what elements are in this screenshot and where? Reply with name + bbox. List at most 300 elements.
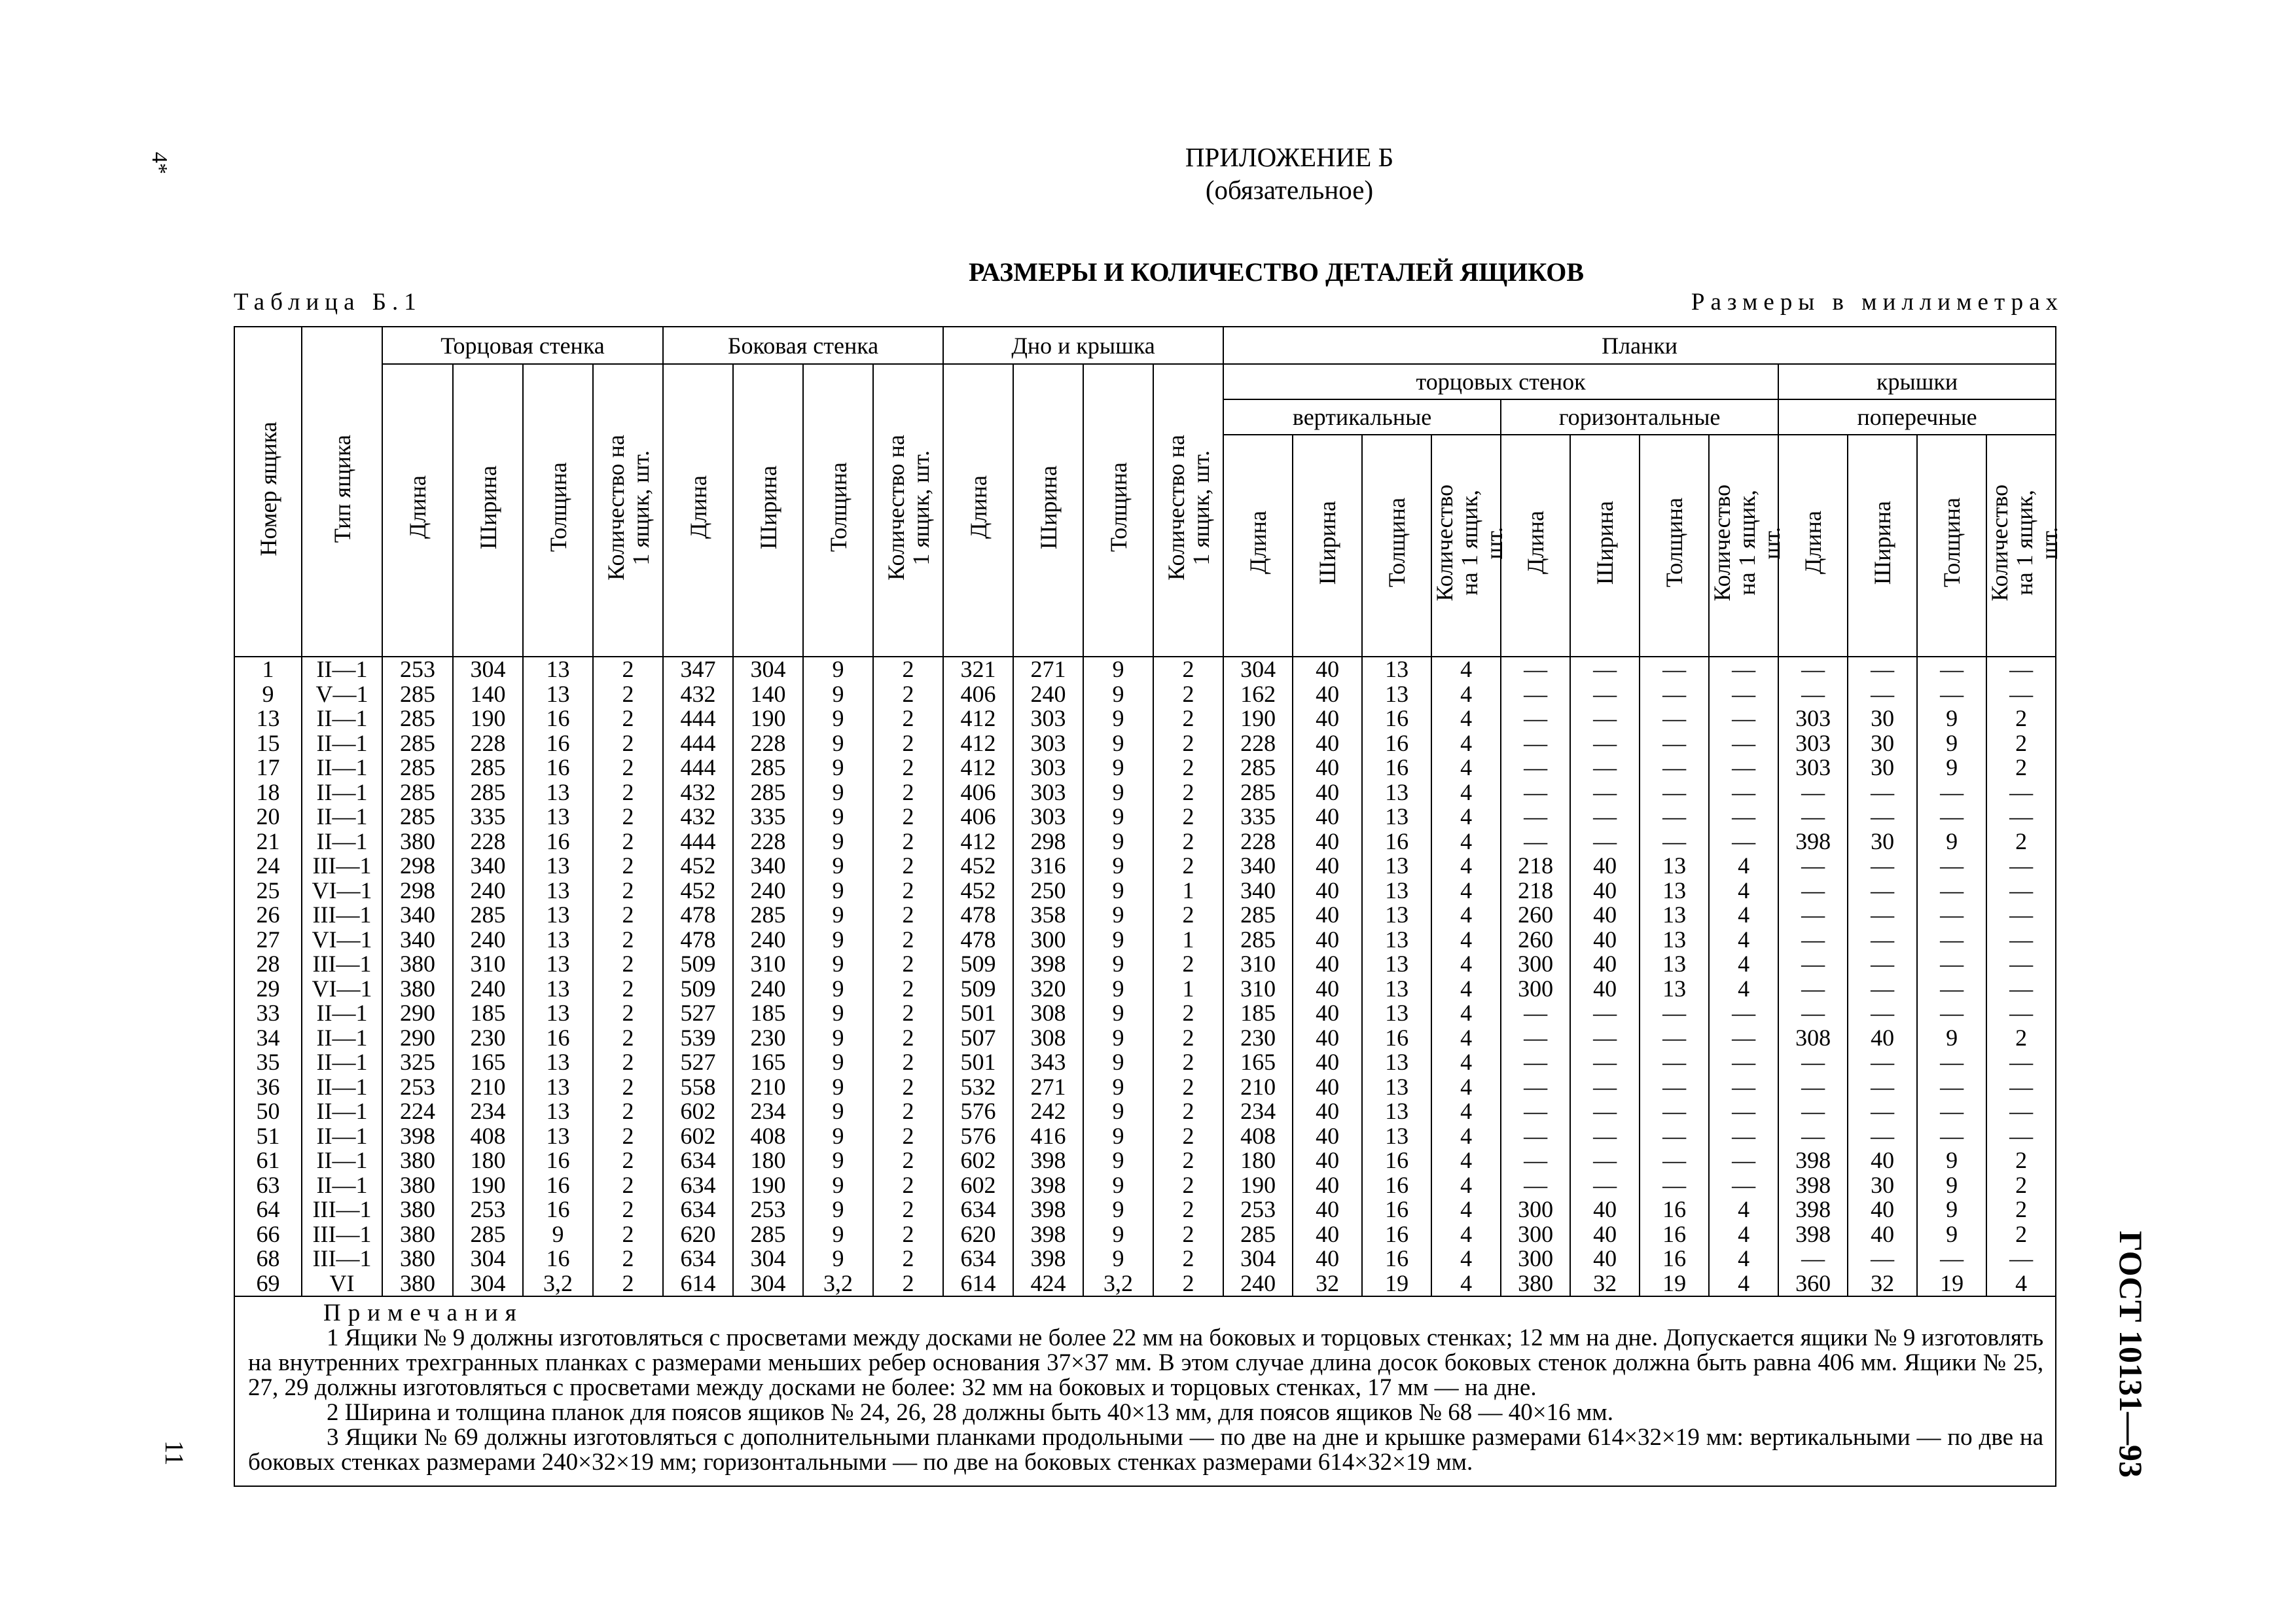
table-cell: 162 xyxy=(1240,680,1276,707)
table-cell: — xyxy=(1593,705,1617,731)
header-horiz-thickness: Толщина xyxy=(1640,435,1709,657)
table-cell: 9 xyxy=(832,1196,844,1222)
table-cell: 285 xyxy=(750,1220,786,1247)
table-cell: 13 xyxy=(256,705,280,731)
table-cell: 614 xyxy=(960,1269,996,1296)
table-cell: 36 xyxy=(256,1073,280,1100)
table-cell: 432 xyxy=(680,778,716,805)
header-horiz-qty: Количество на 1 ящик, шт. xyxy=(1709,435,1778,657)
header-end-length: Длина xyxy=(382,364,453,657)
table-cell: 9 xyxy=(832,656,844,682)
table-cell: — xyxy=(1524,1122,1548,1149)
page-number: 11 xyxy=(160,1440,189,1466)
table-cell: — xyxy=(1801,1245,1825,1271)
table-cell: — xyxy=(2009,1073,2034,1100)
table-cell: — xyxy=(1593,1147,1617,1173)
table-cell: 9 xyxy=(1112,1024,1124,1051)
table-cell: 13 xyxy=(1662,975,1687,1002)
table-cell: 13 xyxy=(546,1122,570,1149)
table-cell: 308 xyxy=(1030,1024,1066,1051)
table-cell: 69 xyxy=(256,1269,280,1296)
table-cell: — xyxy=(1732,778,1756,805)
table-cell: 4 xyxy=(1460,1171,1473,1198)
table-cell: II—1 xyxy=(316,1122,368,1149)
table-cell: 40 xyxy=(1316,729,1340,756)
table-cell: 30 xyxy=(1871,729,1895,756)
table-cell: 16 xyxy=(546,1171,570,1198)
table-cell: 240 xyxy=(1030,680,1066,707)
table-cell: — xyxy=(2009,902,2034,928)
table-cell: 9 xyxy=(832,828,844,854)
table-cell: 40 xyxy=(1593,1220,1617,1247)
table-cell: — xyxy=(1940,852,1964,879)
table-cell: 13 xyxy=(546,778,570,805)
table-cell: — xyxy=(2009,680,2034,707)
table-cell: 40 xyxy=(1316,852,1340,879)
table-cell: — xyxy=(1940,877,1964,903)
table-cell: 304 xyxy=(470,656,506,682)
table-cell: 13 xyxy=(546,975,570,1002)
table-cell: 2 xyxy=(2015,754,2028,780)
table-cell: 478 xyxy=(960,926,996,953)
table-cell: III—1 xyxy=(312,1220,372,1247)
table-cell: 13 xyxy=(546,877,570,903)
table-cell: 380 xyxy=(400,1147,435,1173)
table-cell: 634 xyxy=(960,1196,996,1222)
table-cell: 180 xyxy=(470,1147,506,1173)
data-column-2 xyxy=(382,657,453,1296)
table-cell: 360 xyxy=(1795,1269,1831,1296)
table-cell: 17 xyxy=(256,754,280,780)
table-cell: 303 xyxy=(1795,754,1831,780)
table-cell: — xyxy=(1940,1049,1964,1075)
table-cell: 13 xyxy=(546,852,570,879)
table-cell: 13 xyxy=(1385,656,1409,682)
table-cell: 228 xyxy=(750,828,786,854)
table-cell: II—1 xyxy=(316,754,368,780)
table-cell: 308 xyxy=(1795,1024,1831,1051)
table-cell: 30 xyxy=(1871,828,1895,854)
table-cell: 4 xyxy=(1460,926,1473,953)
table-cell: 4 xyxy=(1738,877,1750,903)
table-cell: 185 xyxy=(470,1000,506,1026)
table-cell: 298 xyxy=(400,877,435,903)
data-column-10 xyxy=(943,657,1013,1296)
table-cell: 9 xyxy=(1112,902,1124,928)
table-cell: 40 xyxy=(1316,1147,1340,1173)
table-cell: 478 xyxy=(960,902,996,928)
table-cell: 4 xyxy=(1738,852,1750,879)
table-cell: 340 xyxy=(750,852,786,879)
table-cell: 2 xyxy=(2015,1024,2028,1051)
table-cell: — xyxy=(1871,1000,1895,1026)
table-cell: 310 xyxy=(470,951,506,977)
notes-block xyxy=(234,1296,2056,1486)
table-cell: — xyxy=(1524,754,1548,780)
table-cell: — xyxy=(1801,778,1825,805)
table-cell: — xyxy=(1524,1000,1548,1026)
table-cell: 240 xyxy=(470,926,506,953)
table-cell: 40 xyxy=(1316,1245,1340,1271)
table-cell: 2 xyxy=(1182,729,1194,756)
table-cell: 9 xyxy=(832,705,844,731)
table-cell: — xyxy=(1524,705,1548,731)
table-cell: 2 xyxy=(902,778,914,805)
table-cell: 285 xyxy=(400,778,435,805)
table-cell: 2 xyxy=(902,1147,914,1173)
table-cell: 9 xyxy=(1946,705,1958,731)
table-cell: 40 xyxy=(1593,975,1617,1002)
data-column-11 xyxy=(1013,657,1083,1296)
table-cell: 398 xyxy=(1795,1196,1831,1222)
table-cell: 35 xyxy=(256,1049,280,1075)
table-cell: 285 xyxy=(1240,902,1276,928)
table-cell: 9 xyxy=(832,803,844,830)
table-cell: 16 xyxy=(1385,1024,1409,1051)
table-cell: — xyxy=(1871,1073,1895,1100)
table-cell: 16 xyxy=(1385,1245,1409,1271)
table-cell: 13 xyxy=(546,1098,570,1124)
table-cell: 285 xyxy=(1240,926,1276,953)
table-cell: 444 xyxy=(680,705,716,731)
table-cell: 13 xyxy=(1385,926,1409,953)
header-box-number: Номер ящика xyxy=(234,327,302,657)
table-cell: 558 xyxy=(680,1073,716,1100)
table-cell: 2 xyxy=(902,803,914,830)
table-cell: 501 xyxy=(960,1049,996,1075)
table-cell: — xyxy=(1801,926,1825,953)
table-cell: 240 xyxy=(470,975,506,1002)
table-cell: — xyxy=(2009,1122,2034,1149)
table-cell: 240 xyxy=(750,877,786,903)
table-cell: 9 xyxy=(832,1024,844,1051)
table-cell: 4 xyxy=(1460,975,1473,1002)
table-cell: 304 xyxy=(470,1269,506,1296)
table-cell: 30 xyxy=(1871,1171,1895,1198)
table-cell: 9 xyxy=(1112,1196,1124,1222)
table-cell: 634 xyxy=(680,1245,716,1271)
table-cell: 398 xyxy=(1030,1171,1066,1198)
table-cell: — xyxy=(1662,803,1687,830)
table-cell: 40 xyxy=(1593,926,1617,953)
table-cell: 2 xyxy=(902,975,914,1002)
table-cell: 398 xyxy=(1030,1147,1066,1173)
table-cell: II—1 xyxy=(316,1049,368,1075)
table-cell: 300 xyxy=(1518,951,1554,977)
table-cell: 9 xyxy=(1946,1220,1958,1247)
table-cell: 4 xyxy=(1460,1147,1473,1173)
table-cell: 398 xyxy=(1795,828,1831,854)
table-cell: 9 xyxy=(1112,1147,1124,1173)
table-cell: 13 xyxy=(546,1049,570,1075)
header-side-width: Ширина xyxy=(733,364,803,657)
table-cell: 340 xyxy=(1240,877,1276,903)
table-cell: 4 xyxy=(1460,754,1473,780)
table-cell: — xyxy=(1732,729,1756,756)
table-cell: 190 xyxy=(470,1171,506,1198)
table-cell: 4 xyxy=(1738,1269,1750,1296)
table-cell: 4 xyxy=(1460,902,1473,928)
table-cell: 408 xyxy=(750,1122,786,1149)
table-cell: 40 xyxy=(1316,1049,1340,1075)
table-cell: 9 xyxy=(832,1098,844,1124)
table-cell: — xyxy=(1940,1000,1964,1026)
table-cell: 634 xyxy=(680,1196,716,1222)
table-cell: 303 xyxy=(1030,754,1066,780)
table-cell: 3,2 xyxy=(823,1269,853,1296)
table-cell: 2 xyxy=(622,877,634,903)
table-cell: 16 xyxy=(1662,1245,1687,1271)
table-cell: 16 xyxy=(546,729,570,756)
notes-title: Примечания xyxy=(323,1300,524,1326)
table-cell: — xyxy=(1871,1098,1895,1124)
table-cell: 250 xyxy=(1030,877,1066,903)
table-cell: 40 xyxy=(1593,902,1617,928)
table-cell: 2 xyxy=(902,902,914,928)
table-cell: III—1 xyxy=(312,902,372,928)
table-cell: 234 xyxy=(1240,1098,1276,1124)
table-cell: — xyxy=(1940,1098,1964,1124)
table-cell: 9 xyxy=(1112,975,1124,1002)
table-cell: 2 xyxy=(1182,902,1194,928)
table-cell: 285 xyxy=(750,902,786,928)
table-cell: 210 xyxy=(470,1073,506,1100)
table-cell: 9 xyxy=(832,680,844,707)
table-cell: 634 xyxy=(680,1147,716,1173)
table-cell: 9 xyxy=(1112,680,1124,707)
table-cell: 4 xyxy=(1460,951,1473,977)
table-cell: 2 xyxy=(902,1196,914,1222)
table-cell: 310 xyxy=(1240,951,1276,977)
table-cell: 2 xyxy=(902,1245,914,1271)
table-cell: 50 xyxy=(256,1098,280,1124)
table-cell: 40 xyxy=(1316,926,1340,953)
table-cell: 32 xyxy=(1316,1269,1340,1296)
table-cell: 285 xyxy=(400,754,435,780)
table-cell: 28 xyxy=(256,951,280,977)
table-cell: 576 xyxy=(960,1098,996,1124)
table-cell: 285 xyxy=(400,729,435,756)
table-cell: 240 xyxy=(750,926,786,953)
table-cell: 13 xyxy=(546,1073,570,1100)
table-cell: 19 xyxy=(1940,1269,1964,1296)
table-cell: 4 xyxy=(1460,1122,1473,1149)
table-cell: 2 xyxy=(622,1196,634,1222)
table-cell: 40 xyxy=(1316,803,1340,830)
table-cell: VI—1 xyxy=(312,877,372,903)
data-column-24 xyxy=(1917,657,1986,1296)
table-cell: 321 xyxy=(960,656,996,682)
table-cell: — xyxy=(1524,1098,1548,1124)
table-cell: 4 xyxy=(1738,1220,1750,1247)
table-cell: 9 xyxy=(832,1245,844,1271)
table-cell: 9 xyxy=(1946,1024,1958,1051)
table-cell: 2 xyxy=(902,1098,914,1124)
table-cell: 230 xyxy=(750,1024,786,1051)
table-cell: 576 xyxy=(960,1122,996,1149)
header-side-wall: Боковая стенка xyxy=(663,327,943,364)
table-cell: 13 xyxy=(546,803,570,830)
table-cell: 304 xyxy=(750,1245,786,1271)
table-cell: — xyxy=(1662,1000,1687,1026)
table-cell: 478 xyxy=(680,902,716,928)
table-cell: 9 xyxy=(1112,705,1124,731)
table-cell: — xyxy=(1871,1245,1895,1271)
table-cell: 40 xyxy=(1316,1122,1340,1149)
table-cell: 2 xyxy=(622,680,634,707)
table-cell: 444 xyxy=(680,828,716,854)
table-cell: 9 xyxy=(1112,1171,1124,1198)
table-cell: — xyxy=(1732,1073,1756,1100)
table-cell: 16 xyxy=(1662,1220,1687,1247)
table-cell: — xyxy=(1801,975,1825,1002)
table-cell: 2 xyxy=(1182,1098,1194,1124)
table-cell: 340 xyxy=(470,852,506,879)
table-cell: — xyxy=(1732,1098,1756,1124)
table-cell: — xyxy=(1940,803,1964,830)
table-cell: — xyxy=(1662,1171,1687,1198)
table-cell: — xyxy=(2009,1098,2034,1124)
header-trans-qty: Количество на 1 ящик, шт. xyxy=(1986,435,2056,657)
table-cell: — xyxy=(1732,828,1756,854)
table-cell: 9 xyxy=(552,1220,564,1247)
table-cell: 25 xyxy=(256,877,280,903)
table-cell: 40 xyxy=(1871,1024,1895,1051)
table-cell: — xyxy=(1662,729,1687,756)
table-cell: 340 xyxy=(400,902,435,928)
document-title: РАЗМЕРЫ И КОЛИЧЕСТВО ДЕТАЛЕЙ ЯЩИКОВ xyxy=(968,257,1585,287)
table-cell: — xyxy=(1593,828,1617,854)
table-cell: II—1 xyxy=(316,778,368,805)
table-cell: 40 xyxy=(1316,902,1340,928)
table-cell: 13 xyxy=(546,902,570,928)
table-cell: 2 xyxy=(1182,1269,1194,1296)
table-cell: 2 xyxy=(902,1024,914,1051)
table-cell: 380 xyxy=(400,975,435,1002)
data-column-12 xyxy=(1083,657,1153,1296)
table-cell: 2 xyxy=(1182,1245,1194,1271)
table-cell: — xyxy=(2009,1049,2034,1075)
table-cell: 9 xyxy=(1112,1220,1124,1247)
table-cell: — xyxy=(1871,656,1895,682)
header-side-length: Длина xyxy=(663,364,733,657)
table-cell: 335 xyxy=(750,803,786,830)
table-cell: 300 xyxy=(1518,1196,1554,1222)
table-cell: — xyxy=(1801,1122,1825,1149)
table-cell: 27 xyxy=(256,926,280,953)
table-cell: 2 xyxy=(622,754,634,780)
table-cell: 602 xyxy=(960,1171,996,1198)
table-cell: 32 xyxy=(1593,1269,1617,1296)
table-cell: 2 xyxy=(902,1122,914,1149)
table-cell: 180 xyxy=(1240,1147,1276,1173)
table-cell: 2 xyxy=(902,1220,914,1247)
header-vertical: вертикальные xyxy=(1223,399,1501,435)
table-cell: 303 xyxy=(1795,705,1831,731)
table-cell: 16 xyxy=(546,1196,570,1222)
table-cell: 13 xyxy=(546,926,570,953)
table-cell: 9 xyxy=(262,680,274,707)
table-cell: — xyxy=(1871,778,1895,805)
table-cell: 210 xyxy=(1240,1073,1276,1100)
table-cell: 2 xyxy=(902,926,914,953)
table-cell: 2 xyxy=(622,803,634,830)
table-cell: 4 xyxy=(1460,1073,1473,1100)
table-cell: 2 xyxy=(622,1049,634,1075)
table-cell: 444 xyxy=(680,754,716,780)
table-cell: 620 xyxy=(960,1220,996,1247)
table-cell: 253 xyxy=(400,656,435,682)
header-side-qty: Количество на 1 ящик, шт. xyxy=(873,364,943,657)
table-cell: 13 xyxy=(1662,852,1687,879)
table-cell: 9 xyxy=(1946,754,1958,780)
table-cell: 2 xyxy=(2015,705,2028,731)
table-cell: 4 xyxy=(1460,680,1473,707)
table-cell: 303 xyxy=(1795,729,1831,756)
table-cell: VI xyxy=(329,1269,355,1296)
table-cell: 452 xyxy=(680,877,716,903)
table-cell: 16 xyxy=(1662,1196,1687,1222)
table-cell: 66 xyxy=(256,1220,280,1247)
table-cell: — xyxy=(1732,1000,1756,1026)
table-cell: 16 xyxy=(1385,1147,1409,1173)
table-cell: — xyxy=(1732,1171,1756,1198)
data-column-18 xyxy=(1501,657,1570,1296)
table-cell: — xyxy=(1732,680,1756,707)
table-cell: 13 xyxy=(1385,680,1409,707)
table-cell: 228 xyxy=(750,729,786,756)
table-cell: 242 xyxy=(1030,1098,1066,1124)
table-cell: 285 xyxy=(400,680,435,707)
table-cell: 4 xyxy=(2015,1269,2028,1296)
table-cell: 40 xyxy=(1593,877,1617,903)
data-column-23 xyxy=(1848,657,1917,1296)
table-cell: 16 xyxy=(1385,1196,1409,1222)
table-cell: 9 xyxy=(1112,828,1124,854)
table-cell: III—1 xyxy=(312,852,372,879)
table-cell: 9 xyxy=(832,1049,844,1075)
table-cell: II—1 xyxy=(316,828,368,854)
table-cell: 2 xyxy=(622,1171,634,1198)
table-cell: 4 xyxy=(1460,1220,1473,1247)
table-cell: 432 xyxy=(680,803,716,830)
table-cell: 40 xyxy=(1316,754,1340,780)
data-column-22 xyxy=(1778,657,1848,1296)
data-column-13 xyxy=(1153,657,1223,1296)
table-cell: 9 xyxy=(1946,1147,1958,1173)
table-cell: 9 xyxy=(1112,729,1124,756)
table-cell: 1 xyxy=(262,656,274,682)
table-cell: 501 xyxy=(960,1000,996,1026)
table-cell: 13 xyxy=(546,1000,570,1026)
table-cell: 9 xyxy=(1112,803,1124,830)
table-cell: 380 xyxy=(400,828,435,854)
table-cell: 16 xyxy=(546,705,570,731)
table-cell: — xyxy=(1732,803,1756,830)
table-cell: — xyxy=(1524,1024,1548,1051)
header-side-thickness: Толщина xyxy=(803,364,873,657)
table-cell: 2 xyxy=(902,1269,914,1296)
table-cell: — xyxy=(1871,926,1895,953)
header-bottom-length: Длина xyxy=(943,364,1013,657)
appendix-status: (обязательное) xyxy=(1205,175,1374,205)
table-cell: 30 xyxy=(1871,754,1895,780)
table-cell: 4 xyxy=(1738,1245,1750,1271)
table-cell: II—1 xyxy=(316,1024,368,1051)
table-cell: 285 xyxy=(470,1220,506,1247)
appendix-heading xyxy=(0,141,2296,206)
table-cell: 2 xyxy=(902,1073,914,1100)
